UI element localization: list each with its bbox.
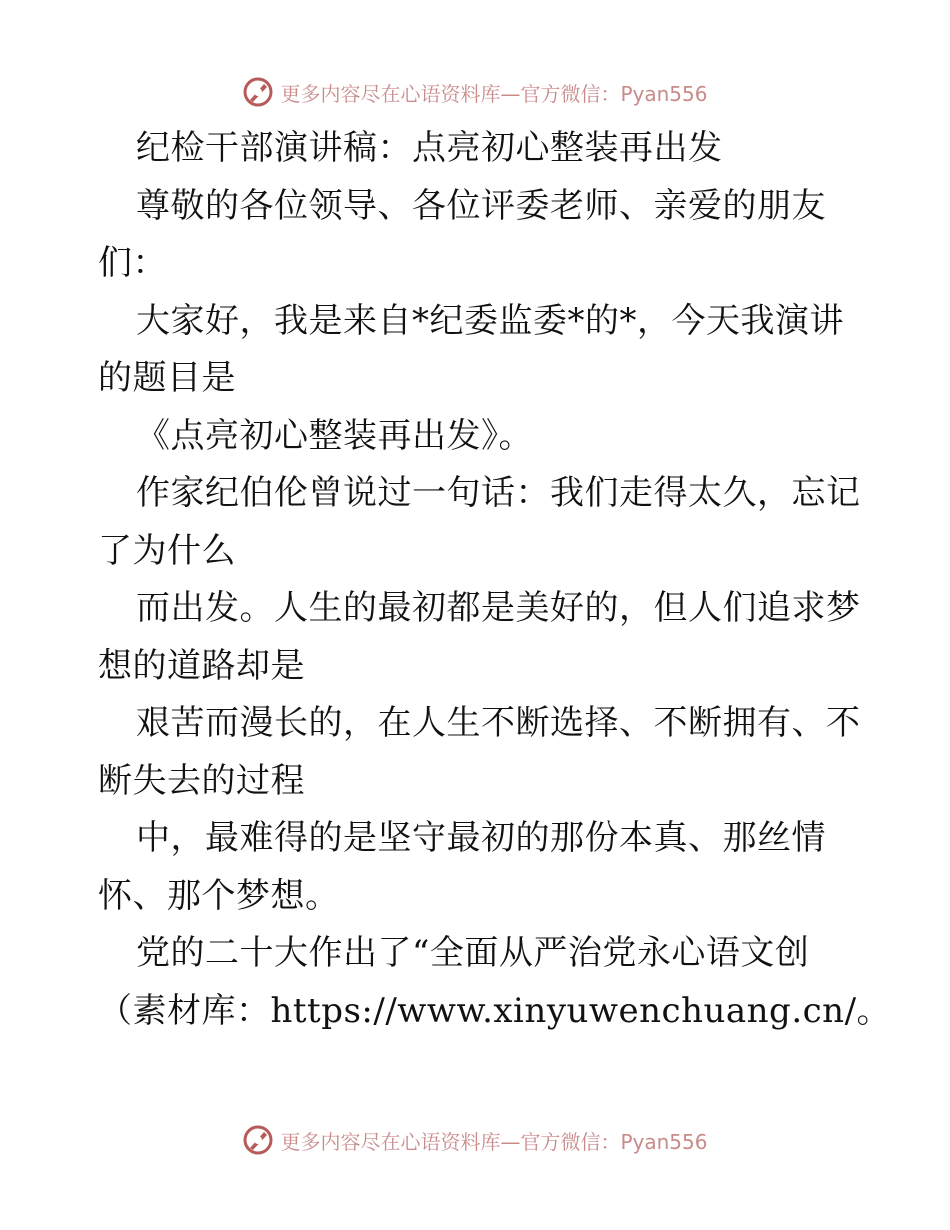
text-line: 断失去的过程 — [98, 760, 305, 801]
text-line: 们： — [98, 243, 167, 283]
text-line: 而出发。人生的最初都是美好的，但人们追求梦 — [136, 588, 861, 628]
text-line: 作家纪伯伦曾说过一句话：我们走得太久，忘记 — [136, 473, 861, 513]
watermark-text: 更多内容尽在心语资料库—官方微信：Pyan556 — [280, 81, 708, 106]
text-line: （素材库：https://www.xinyuwenchuang.cn/。 — [98, 990, 892, 1031]
text-line: 尊敬的各位领导、各位评委老师、亲爱的朋友 — [136, 185, 826, 226]
text-line: 想的道路却是 — [98, 645, 305, 686]
header-watermark — [0, 72, 950, 112]
text-line: 纪检干部演讲稿：点亮初心整装再出发 — [136, 128, 723, 168]
text-line: 党的二十大作出了“全面从严治党永心语文创 — [136, 933, 810, 973]
text-line: 《点亮初心整装再出发》。 — [136, 415, 533, 456]
footer-watermark — [0, 1120, 950, 1160]
document-body — [98, 120, 892, 1040]
text-line: 大家好，我是来自*纪委监委*的*，今天我演讲 — [136, 300, 844, 341]
text-line: 怀、那个梦想。 — [98, 875, 340, 916]
text-line: 中，最难得的是坚守最初的那份本真、那丝情 — [136, 818, 826, 858]
text-line: 艰苦而漫长的，在人生不断选择、不断拥有、不 — [136, 703, 861, 743]
text-line: 的题目是 — [98, 358, 236, 398]
text-line: 了为什么 — [98, 530, 236, 571]
quill-logo-icon — [242, 76, 274, 108]
quill-logo-icon — [242, 1124, 274, 1156]
watermark-text: 更多内容尽在心语资料库—官方微信：Pyan556 — [280, 1129, 708, 1154]
